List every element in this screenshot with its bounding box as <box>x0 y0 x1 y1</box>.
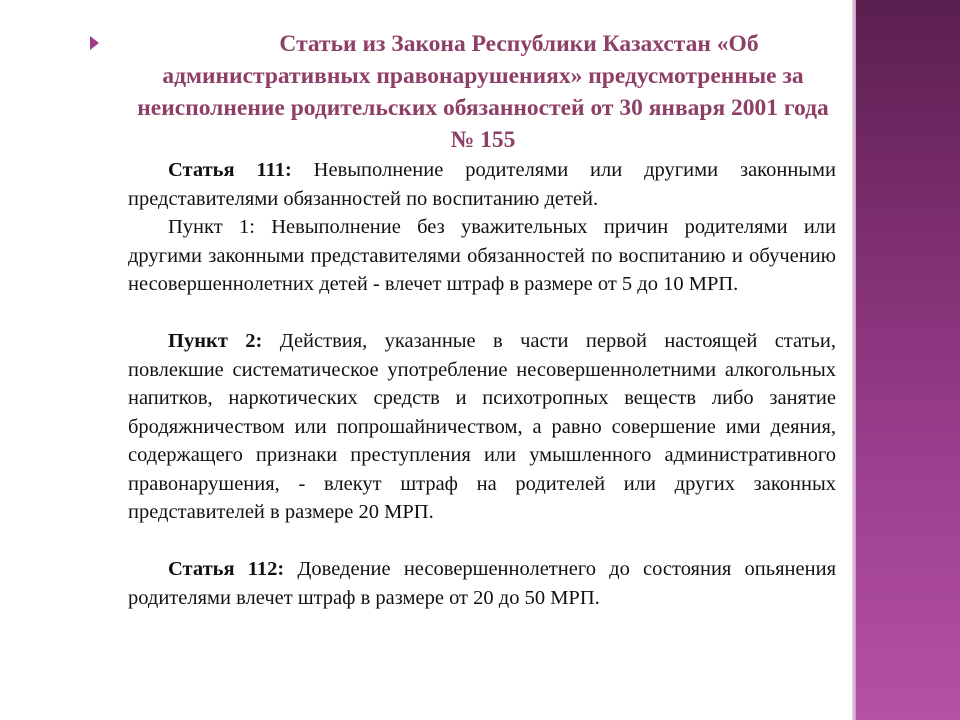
paragraph-text: Невыполнение родителями или другими законными представителями обязанностей по воспитанию детей. <box>128 159 837 210</box>
paragraph-text: Доведение несовершеннолетнего до состояния опьянения родителями влечет штраф в размере от 20 до 50 МРП. <box>128 558 837 609</box>
decorative-sidebar <box>856 0 960 720</box>
paragraph-lead: Статья 111: <box>168 159 292 181</box>
paragraph-article-111 <box>128 156 836 213</box>
triangle-arrow-icon <box>90 36 99 50</box>
paragraph-text: Действия, указанные в части первой настоящей статьи, повлекшие систематическое употребление несовершеннолетними алкогольных напитков, наркотических средств и психотропных веществ либо занятие бродяжничеством или попрошайничеством, а равно совершение ими деяния, содержащего признаки преступления или умышленного административного правонарушения, - влекут штраф на родителей или других законных представителей в размере 20 МРП. <box>128 330 836 523</box>
paragraph-lead: Пункт 2: <box>168 330 263 352</box>
slide-title-text: Статьи из Закона Республики Казахстан «Об административных правонарушениях» предусмотренные за неисполнение родительских обязанностей от 30 января 2001 года № 155 <box>137 31 829 153</box>
slide-title <box>128 28 838 156</box>
paragraph-point-2 <box>128 327 836 527</box>
paragraph-article-112 <box>128 555 836 612</box>
paragraph-lead: Статья 112: <box>168 558 285 580</box>
paragraph-text: Пункт 1: Невыполнение без уважительных причин родителями или другими законными представителями обязанностей по воспитанию и обучению несовершеннолетних детей - влечет штраф в размере от 5 до 10 МРП. <box>128 216 836 295</box>
slide-body <box>128 156 836 612</box>
paragraph-point-1 <box>128 213 836 299</box>
